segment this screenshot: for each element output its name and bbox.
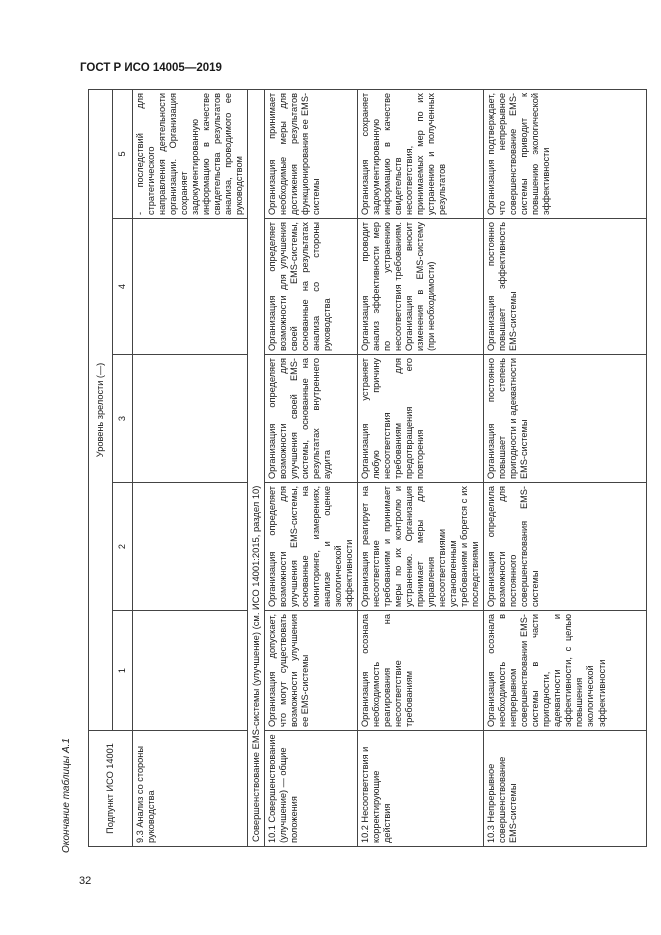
level-cell <box>133 219 248 355</box>
level-cell: Организация определила возможности для постоянного совершенствования EMS-системы <box>484 483 647 611</box>
level-cell: Организация определяет возможности для улучшения своей EMS-системы, основанные на результатах внутреннего аудита <box>264 355 357 483</box>
table-container <box>88 90 607 847</box>
level-cell: Организация сохраняет задокументированную информацию в качестве свидетельств несоответствия, принимаемых мер по их устранению и полученных результатов <box>357 89 483 218</box>
level-number: 1 <box>113 611 133 731</box>
level-cell: Организация принимает необходимые меры для достижения результатов функционирования ее EMS-системы <box>264 89 357 218</box>
level-cell: Организация определяет возможности для улучшения EMS-системы, основанные на мониторинге, измерениях, анализе и оценке экологической эффективности <box>264 483 357 611</box>
document-header: ГОСТ Р ИСО 14005—2019 <box>80 62 222 74</box>
page-number: 32 <box>79 875 92 887</box>
subclause-cell: 10.2 Несоответствия и корректирующие действия <box>357 731 483 847</box>
level-cell: Организация осознала необходимость в непрерывном совершенствовании EMS-системы в части пригодности, адекватности и эффективности, с целью повышения экологической эффективности <box>484 611 647 731</box>
table-row <box>133 89 248 846</box>
level-cell <box>133 611 248 731</box>
level-cell <box>133 483 248 611</box>
subclause-cell: 10.1 Совершенствование (улучшение) — общие положения <box>264 731 357 847</box>
table-row <box>357 89 483 846</box>
level-cell: - последствий для стратегического направления деятельности организации. Организация сохраняет задокументированную информацию в качестве свидетельства результатов анализа, проводимого ее руководством <box>133 89 248 218</box>
subclause-cell: 9.3 Анализ со стороны руководства <box>133 731 248 847</box>
section-title: Совершенствование EMS-системы (улучшение) (см. ИСО 14001:2015, раздел 10) <box>248 89 264 846</box>
level-number: 5 <box>113 89 133 218</box>
maturity-header: Уровень зрелости (—) <box>89 89 113 730</box>
level-cell: Организация постоянно повышает степень пригодности и адекватности EMS-системы <box>484 355 647 483</box>
level-cell: Организация постоянно повышает эффективность EMS-системы <box>484 219 647 355</box>
level-cell <box>133 355 248 483</box>
level-cell: Организация проводит анализ эффективности мер по устранению несоответствия требованиям. Организация вносит изменения в EMS-систему (при необходимости) <box>357 219 483 355</box>
level-cell: Организация подтверждает, что непрерывное совершенствование EMS-системы приводит к повышению экологической эффективности <box>484 89 647 218</box>
level-cell: Организация осознала необходимость реагирования на несоответствие требованиям <box>357 611 483 731</box>
subclause-header: Подпункт ИСО 14001 <box>89 731 133 847</box>
level-cell: Организация допускает, что могут существовать возможности улучшения ее EMS-системы <box>264 611 357 731</box>
level-number: 4 <box>113 219 133 355</box>
level-number: 3 <box>113 355 133 483</box>
level-cell: Организация устраняет любую причину несоответствия требованиям для предотвращения его повторения <box>357 355 483 483</box>
maturity-table <box>88 89 647 847</box>
section-row <box>248 89 264 846</box>
table-caption: Окончание таблицы А.1 <box>61 738 72 853</box>
level-cell: Организация определяет возможности для улучшения своей EMS-системы, основанные на результатах анализа со стороны руководства <box>264 219 357 355</box>
level-number: 2 <box>113 483 133 611</box>
level-cell: Организация реагирует на несоответствие требованиям и принимает меры по их контролю и устранению. Организация принимает меры для управления несоответствиями установленным требованиям и борется с их последствиями <box>357 483 483 611</box>
table-row <box>484 89 647 846</box>
subclause-cell: 10.3 Непрерывное совершенствование EMS-системы <box>484 731 647 847</box>
table-row <box>264 89 357 846</box>
